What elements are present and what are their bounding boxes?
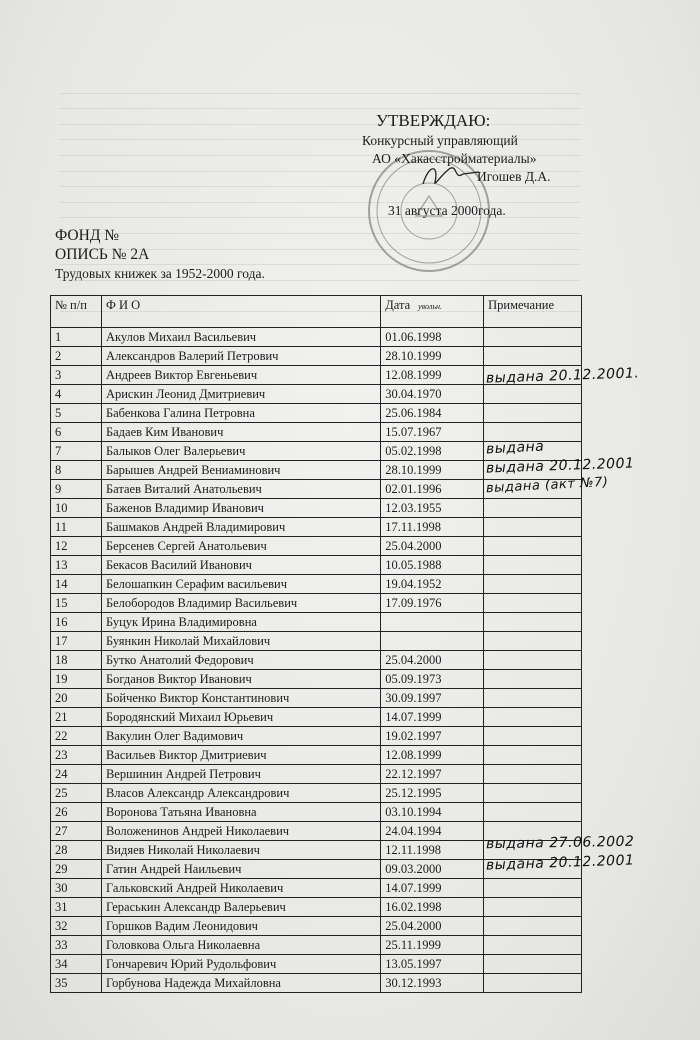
row-name: Баженов Владимир Иванович [101, 499, 380, 518]
row-note [484, 404, 582, 423]
row-note [484, 765, 582, 784]
row-number: 2 [51, 347, 102, 366]
row-name: Богданов Виктор Иванович [101, 670, 380, 689]
row-number: 17 [51, 632, 102, 651]
table-row [51, 784, 582, 803]
row-note [484, 746, 582, 765]
handwritten-note-9: выдана (акт №7) [485, 474, 609, 497]
row-date: 30.09.1997 [381, 689, 484, 708]
table-row [51, 689, 582, 708]
row-name: Бородянский Михаил Юрьевич [101, 708, 380, 727]
row-date: 02.01.1996 [381, 480, 484, 499]
row-note [484, 974, 582, 993]
row-date: 30.04.1970 [381, 385, 484, 404]
approval-position: Конкурсный управляющий [362, 133, 518, 148]
row-note [484, 328, 582, 347]
table-row [51, 936, 582, 955]
approval-block [362, 112, 662, 220]
row-note [484, 651, 582, 670]
row-name: Бекасов Василий Иванович [101, 556, 380, 575]
row-number: 1 [51, 328, 102, 347]
row-number: 18 [51, 651, 102, 670]
row-name: Вершинин Андрей Петрович [101, 765, 380, 784]
row-date: 12.11.1998 [381, 841, 484, 860]
row-date: 19.04.1952 [381, 575, 484, 594]
row-name: Гальковский Андрей Николаевич [101, 879, 380, 898]
row-name: Васильев Виктор Дмитриевич [101, 746, 380, 765]
row-number: 7 [51, 442, 102, 461]
row-date: 19.02.1997 [381, 727, 484, 746]
workbook-table [50, 295, 582, 993]
row-note [484, 898, 582, 917]
row-name: Барышев Андрей Вениаминович [101, 461, 380, 480]
table-row [51, 879, 582, 898]
row-date: 25.11.1999 [381, 936, 484, 955]
row-name: Акулов Михаил Васильевич [101, 328, 380, 347]
row-number: 19 [51, 670, 102, 689]
approval-date: 31 августа 2000года. [388, 203, 506, 218]
row-date: 25.04.2000 [381, 537, 484, 556]
row-number: 8 [51, 461, 102, 480]
row-name: Балыков Олег Валерьевич [101, 442, 380, 461]
table-row [51, 955, 582, 974]
row-number: 22 [51, 727, 102, 746]
row-name: Бадаев Ким Иванович [101, 423, 380, 442]
row-name: Воронова Татьяна Ивановна [101, 803, 380, 822]
approval-company: АО «Хакасстройматериалы» [372, 151, 537, 166]
row-number: 21 [51, 708, 102, 727]
row-date: 12.08.1999 [381, 366, 484, 385]
handwritten-note-30: выдана 20.12.2001 [485, 852, 635, 874]
row-note [484, 955, 582, 974]
row-date: 03.10.1994 [381, 803, 484, 822]
signature [417, 160, 487, 190]
row-name: Батаев Виталий Анатольевич [101, 480, 380, 499]
row-date: 12.03.1955 [381, 499, 484, 518]
row-date: 05.09.1973 [381, 670, 484, 689]
row-date: 09.03.2000 [381, 860, 484, 879]
table-row [51, 537, 582, 556]
row-name: Бойченко Виктор Константинович [101, 689, 380, 708]
row-number: 30 [51, 879, 102, 898]
row-note [484, 727, 582, 746]
table-row [51, 423, 582, 442]
row-note [484, 575, 582, 594]
row-name: Вакулин Олег Вадимович [101, 727, 380, 746]
table-row [51, 385, 582, 404]
row-note [484, 689, 582, 708]
handwritten-note-29: выдана 27.06.2002 [485, 833, 635, 853]
row-note [484, 784, 582, 803]
row-number: 32 [51, 917, 102, 936]
table-row [51, 727, 582, 746]
table-row [51, 556, 582, 575]
row-number: 16 [51, 613, 102, 632]
row-number: 31 [51, 898, 102, 917]
row-date [381, 632, 484, 651]
table-row [51, 670, 582, 689]
row-number: 23 [51, 746, 102, 765]
row-date [381, 613, 484, 632]
row-note [484, 556, 582, 575]
row-number: 26 [51, 803, 102, 822]
row-date: 10.05.1988 [381, 556, 484, 575]
row-number: 11 [51, 518, 102, 537]
row-name: Воложенинов Андрей Николаевич [101, 822, 380, 841]
row-name: Видяев Николай Николаевич [101, 841, 380, 860]
col-date-header [381, 296, 484, 328]
row-date: 24.04.1994 [381, 822, 484, 841]
row-number: 33 [51, 936, 102, 955]
row-date: 17.11.1998 [381, 518, 484, 537]
row-date: 22.12.1997 [381, 765, 484, 784]
row-number: 3 [51, 366, 102, 385]
row-number: 13 [51, 556, 102, 575]
row-number: 15 [51, 594, 102, 613]
handwritten-note-8: выдана 20.12.2001 [485, 455, 635, 477]
table-row [51, 651, 582, 670]
inventory-subtitle: Трудовых книжек за 1952-2000 года. [55, 266, 265, 281]
row-number: 24 [51, 765, 102, 784]
date-header-note: увольн. [418, 301, 442, 311]
row-note [484, 670, 582, 689]
row-number: 10 [51, 499, 102, 518]
row-date: 25.04.2000 [381, 651, 484, 670]
row-note [484, 518, 582, 537]
row-note [484, 917, 582, 936]
row-number: 4 [51, 385, 102, 404]
approval-signatory: Игошев Д.А. [477, 169, 551, 184]
row-name: Берсенев Сергей Анатольевич [101, 537, 380, 556]
row-date: 05.02.1998 [381, 442, 484, 461]
table-row [51, 613, 582, 632]
table-row [51, 803, 582, 822]
row-name: Андреев Виктор Евгеньевич [101, 366, 380, 385]
row-name: Головкова Ольга Николаевна [101, 936, 380, 955]
col-number-header: № п/п [51, 296, 102, 328]
row-date: 15.07.1967 [381, 423, 484, 442]
table-row [51, 632, 582, 651]
row-date: 01.06.1998 [381, 328, 484, 347]
inventory-number: ОПИСЬ № 2А [55, 246, 150, 263]
table-row [51, 765, 582, 784]
approval-heading: УТВЕРЖДАЮ: [376, 111, 491, 130]
table-row [51, 347, 582, 366]
row-note [484, 385, 582, 404]
row-date: 16.02.1998 [381, 898, 484, 917]
table-row [51, 499, 582, 518]
row-note [484, 347, 582, 366]
row-name: Бабенкова Галина Петровна [101, 404, 380, 423]
col-note-header: Примечание [484, 296, 582, 328]
row-date: 14.07.1999 [381, 879, 484, 898]
row-name: Гончаревич Юрий Рудольфович [101, 955, 380, 974]
fond-number: ФОНД № [55, 227, 120, 244]
row-date: 17.09.1976 [381, 594, 484, 613]
row-name: Бутко Анатолий Федорович [101, 651, 380, 670]
row-date: 13.05.1997 [381, 955, 484, 974]
row-number: 25 [51, 784, 102, 803]
table-row [51, 404, 582, 423]
table-row [51, 974, 582, 993]
table-row [51, 746, 582, 765]
row-note [484, 708, 582, 727]
row-date: 25.06.1984 [381, 404, 484, 423]
row-number: 34 [51, 955, 102, 974]
row-note [484, 613, 582, 632]
row-date: 28.10.1999 [381, 347, 484, 366]
row-number: 5 [51, 404, 102, 423]
row-name: Гатин Андрей Наильевич [101, 860, 380, 879]
col-name-header: Ф И О [101, 296, 380, 328]
row-name: Буцук Ирина Владимировна [101, 613, 380, 632]
date-header-label: Дата [385, 297, 411, 312]
row-name: Башмаков Андрей Владимирович [101, 518, 380, 537]
row-number: 35 [51, 974, 102, 993]
row-note [484, 879, 582, 898]
table-row [51, 328, 582, 347]
row-name: Александров Валерий Петрович [101, 347, 380, 366]
row-number: 12 [51, 537, 102, 556]
row-name: Белобородов Владимир Васильевич [101, 594, 380, 613]
row-date: 30.12.1993 [381, 974, 484, 993]
row-number: 27 [51, 822, 102, 841]
row-name: Горбунова Надежда Михайловна [101, 974, 380, 993]
table-row [51, 898, 582, 917]
row-note [484, 537, 582, 556]
row-number: 28 [51, 841, 102, 860]
row-note [484, 936, 582, 955]
row-number: 14 [51, 575, 102, 594]
row-name: Горшков Вадим Леонидович [101, 917, 380, 936]
row-number: 6 [51, 423, 102, 442]
row-name: Арискин Леонид Дмитриевич [101, 385, 380, 404]
row-date: 12.08.1999 [381, 746, 484, 765]
row-note [484, 499, 582, 518]
table-row [51, 594, 582, 613]
row-date: 14.07.1999 [381, 708, 484, 727]
row-name: Белошапкин Серафим васильевич [101, 575, 380, 594]
table-header-row [51, 296, 582, 328]
row-name: Гераськин Александр Валерьевич [101, 898, 380, 917]
document-header [55, 226, 265, 283]
row-note [484, 594, 582, 613]
table-row [51, 518, 582, 537]
handwritten-note-3: выдана 20.12.2001. [485, 365, 640, 387]
row-date: 25.04.2000 [381, 917, 484, 936]
row-note [484, 632, 582, 651]
row-date: 28.10.1999 [381, 461, 484, 480]
table-row [51, 575, 582, 594]
row-name: Буянкин Николай Михайлович [101, 632, 380, 651]
handwritten-note-7: выдана [485, 438, 545, 458]
row-number: 20 [51, 689, 102, 708]
row-date: 25.12.1995 [381, 784, 484, 803]
row-note [484, 803, 582, 822]
row-name: Власов Александр Александрович [101, 784, 380, 803]
table-row [51, 917, 582, 936]
row-number: 9 [51, 480, 102, 499]
table-row [51, 708, 582, 727]
row-number: 29 [51, 860, 102, 879]
